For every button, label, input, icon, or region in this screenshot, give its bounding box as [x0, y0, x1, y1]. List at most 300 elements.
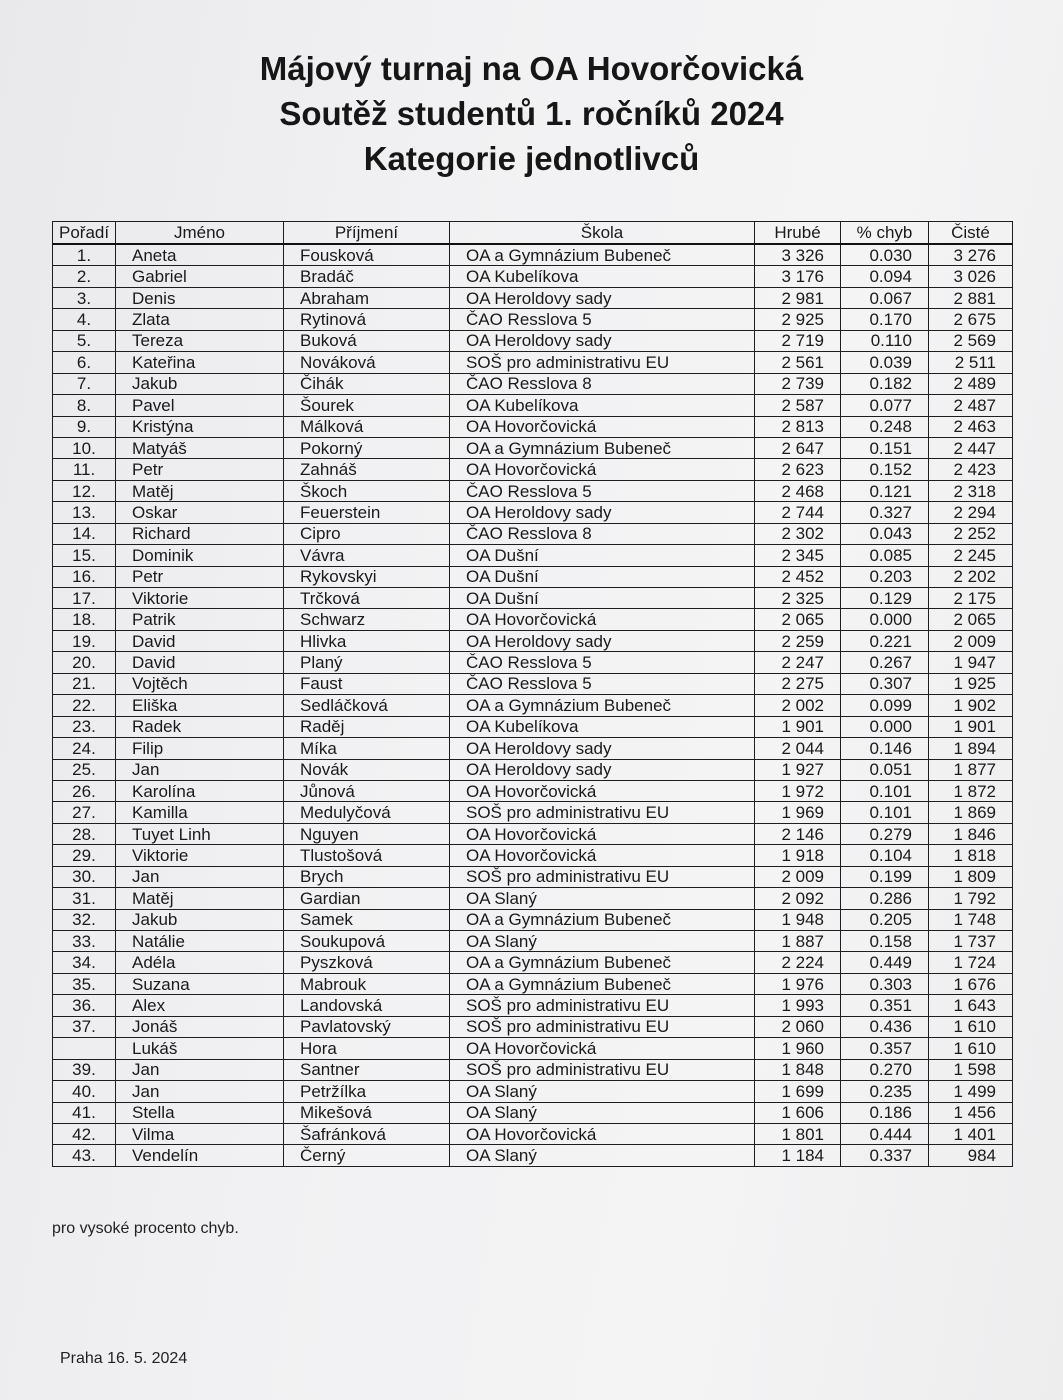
cell-error-rate: 0.337	[841, 1145, 929, 1166]
cell-error-rate: 0.307	[841, 673, 929, 694]
cell-last-name: Zahnáš	[284, 459, 450, 480]
cell-gross: 1 927	[755, 759, 841, 780]
cell-first-name: Alex	[116, 995, 284, 1016]
cell-school: OA Slaný	[450, 1145, 755, 1166]
cell-first-name: Gabriel	[116, 266, 284, 287]
cell-rank: 22.	[53, 695, 116, 716]
document-title	[0, 46, 1063, 181]
table-row	[53, 652, 1013, 673]
cell-first-name: Pavel	[116, 395, 284, 416]
table-row	[53, 588, 1013, 609]
cell-last-name: Trčková	[284, 588, 450, 609]
cell-net: 3 026	[929, 266, 1013, 287]
cell-school: OA Kubelíkova	[450, 395, 755, 416]
cell-net: 2 065	[929, 609, 1013, 630]
cell-school: OA Heroldovy sady	[450, 630, 755, 651]
table-row	[53, 716, 1013, 737]
cell-gross: 1 901	[755, 716, 841, 737]
cell-gross: 2 345	[755, 545, 841, 566]
table-row	[53, 673, 1013, 694]
cell-error-rate: 0.043	[841, 523, 929, 544]
cell-error-rate: 0.085	[841, 545, 929, 566]
cell-gross: 1 948	[755, 909, 841, 930]
cell-last-name: Abraham	[284, 287, 450, 308]
cell-rank	[53, 1038, 116, 1059]
cell-last-name: Čihák	[284, 373, 450, 394]
cell-rank: 18.	[53, 609, 116, 630]
title-line-3: Kategorie jednotlivců	[363, 140, 700, 177]
cell-error-rate: 0.000	[841, 609, 929, 630]
cell-net: 1 456	[929, 1102, 1013, 1123]
cell-net: 1 902	[929, 695, 1013, 716]
table-row	[53, 888, 1013, 909]
cell-last-name: Faust	[284, 673, 450, 694]
cell-rank: 1.	[53, 244, 116, 266]
cell-first-name: Karolína	[116, 780, 284, 801]
cell-rank: 11.	[53, 459, 116, 480]
cell-rank: 34.	[53, 952, 116, 973]
cell-first-name: Natálie	[116, 931, 284, 952]
cell-rank: 39.	[53, 1059, 116, 1080]
cell-first-name: Viktorie	[116, 845, 284, 866]
cell-rank: 41.	[53, 1102, 116, 1123]
cell-net: 1 610	[929, 1016, 1013, 1037]
cell-last-name: Pokorný	[284, 437, 450, 458]
cell-gross: 2 302	[755, 523, 841, 544]
cell-net: 1 676	[929, 973, 1013, 994]
cell-school: ČAO Resslova 8	[450, 373, 755, 394]
cell-last-name: Raděj	[284, 716, 450, 737]
cell-last-name: Černý	[284, 1145, 450, 1166]
cell-last-name: Šourek	[284, 395, 450, 416]
cell-last-name: Bradáč	[284, 266, 450, 287]
cell-net: 2 487	[929, 395, 1013, 416]
cell-gross: 2 002	[755, 695, 841, 716]
cell-school: OA Hovorčovická	[450, 459, 755, 480]
cell-rank: 21.	[53, 673, 116, 694]
table-row	[53, 823, 1013, 844]
cell-rank: 15.	[53, 545, 116, 566]
cell-last-name: Málková	[284, 416, 450, 437]
cell-school: SOŠ pro administrativu EU	[450, 866, 755, 887]
cell-school: OA a Gymnázium Bubeneč	[450, 952, 755, 973]
table-row	[53, 952, 1013, 973]
table-row	[53, 459, 1013, 480]
cell-school: OA a Gymnázium Bubeneč	[450, 437, 755, 458]
cell-first-name: Vojtěch	[116, 673, 284, 694]
cell-gross: 2 744	[755, 502, 841, 523]
cell-last-name: Planý	[284, 652, 450, 673]
cell-error-rate: 0.104	[841, 845, 929, 866]
cell-net: 1 947	[929, 652, 1013, 673]
cell-error-rate: 0.051	[841, 759, 929, 780]
cell-school: OA Heroldovy sady	[450, 330, 755, 351]
cell-school: OA Heroldovy sady	[450, 502, 755, 523]
cell-school: OA a Gymnázium Bubeneč	[450, 973, 755, 994]
title-line-1: Májový turnaj na OA Hovorčovická	[259, 50, 804, 87]
cell-net: 2 423	[929, 459, 1013, 480]
table-row	[53, 866, 1013, 887]
cell-school: ČAO Resslova 5	[450, 309, 755, 330]
cell-net: 1 877	[929, 759, 1013, 780]
cell-error-rate: 0.279	[841, 823, 929, 844]
table-row	[53, 780, 1013, 801]
column-header-rank: Pořadí	[53, 222, 116, 245]
cell-gross: 1 887	[755, 931, 841, 952]
cell-rank: 12.	[53, 480, 116, 501]
cell-rank: 9.	[53, 416, 116, 437]
cell-first-name: Stella	[116, 1102, 284, 1123]
cell-school: SOŠ pro administrativu EU	[450, 1016, 755, 1037]
cell-net: 2 294	[929, 502, 1013, 523]
cell-last-name: Schwarz	[284, 609, 450, 630]
cell-rank: 27.	[53, 802, 116, 823]
cell-last-name: Nguyen	[284, 823, 450, 844]
cell-error-rate: 0.303	[841, 973, 929, 994]
cell-gross: 2 925	[755, 309, 841, 330]
cell-error-rate: 0.101	[841, 780, 929, 801]
cell-rank: 23.	[53, 716, 116, 737]
cell-first-name: Matěj	[116, 888, 284, 909]
table-row	[53, 695, 1013, 716]
table-row	[53, 995, 1013, 1016]
cell-gross: 2 325	[755, 588, 841, 609]
cell-first-name: Lukáš	[116, 1038, 284, 1059]
cell-net: 2 881	[929, 287, 1013, 308]
cell-error-rate: 0.094	[841, 266, 929, 287]
cell-first-name: Suzana	[116, 973, 284, 994]
cell-last-name: Škoch	[284, 480, 450, 501]
cell-error-rate: 0.205	[841, 909, 929, 930]
cell-last-name: Soukupová	[284, 931, 450, 952]
cell-error-rate: 0.030	[841, 244, 929, 266]
cell-net: 1 610	[929, 1038, 1013, 1059]
cell-school: OA Hovorčovická	[450, 416, 755, 437]
table-row	[53, 1038, 1013, 1059]
cell-rank: 32.	[53, 909, 116, 930]
cell-net: 1 872	[929, 780, 1013, 801]
cell-first-name: Oskar	[116, 502, 284, 523]
cell-error-rate: 0.152	[841, 459, 929, 480]
cell-school: ČAO Resslova 5	[450, 652, 755, 673]
cell-net: 1 901	[929, 716, 1013, 737]
cell-school: OA Hovorčovická	[450, 845, 755, 866]
cell-error-rate: 0.267	[841, 652, 929, 673]
cell-school: OA Slaný	[450, 1081, 755, 1102]
cell-error-rate: 0.186	[841, 1102, 929, 1123]
cell-first-name: Petr	[116, 566, 284, 587]
cell-first-name: Jan	[116, 866, 284, 887]
cell-last-name: Mabrouk	[284, 973, 450, 994]
cell-rank: 8.	[53, 395, 116, 416]
table-row	[53, 395, 1013, 416]
cell-gross: 2 044	[755, 738, 841, 759]
cell-rank: 5.	[53, 330, 116, 351]
table-row	[53, 373, 1013, 394]
cell-rank: 14.	[53, 523, 116, 544]
cell-first-name: Zlata	[116, 309, 284, 330]
table-row	[53, 630, 1013, 651]
table-row	[53, 845, 1013, 866]
cell-gross: 1 801	[755, 1123, 841, 1144]
cell-rank: 28.	[53, 823, 116, 844]
cell-last-name: Mikešová	[284, 1102, 450, 1123]
cell-net: 1 643	[929, 995, 1013, 1016]
cell-first-name: David	[116, 630, 284, 651]
cell-first-name: Vendelín	[116, 1145, 284, 1166]
cell-school: OA Hovorčovická	[450, 780, 755, 801]
cell-error-rate: 0.039	[841, 352, 929, 373]
footnote: pro vysoké procento chyb.	[52, 1220, 239, 1237]
cell-error-rate: 0.351	[841, 995, 929, 1016]
cell-rank: 30.	[53, 866, 116, 887]
table-row	[53, 738, 1013, 759]
results-body	[53, 244, 1013, 1166]
cell-school: OA a Gymnázium Bubeneč	[450, 909, 755, 930]
cell-school: OA Hovorčovická	[450, 1123, 755, 1144]
cell-gross: 2 452	[755, 566, 841, 587]
cell-school: SOŠ pro administrativu EU	[450, 995, 755, 1016]
cell-school: SOŠ pro administrativu EU	[450, 802, 755, 823]
cell-rank: 4.	[53, 309, 116, 330]
cell-gross: 1 184	[755, 1145, 841, 1166]
cell-net: 3 276	[929, 244, 1013, 266]
cell-last-name: Pyszková	[284, 952, 450, 973]
cell-first-name: Petr	[116, 459, 284, 480]
cell-rank: 19.	[53, 630, 116, 651]
cell-last-name: Petržílka	[284, 1081, 450, 1102]
table-row	[53, 437, 1013, 458]
cell-rank: 24.	[53, 738, 116, 759]
cell-last-name: Fousková	[284, 244, 450, 266]
table-row	[53, 1102, 1013, 1123]
cell-rank: 7.	[53, 373, 116, 394]
cell-first-name: Matyáš	[116, 437, 284, 458]
cell-net: 2 447	[929, 437, 1013, 458]
cell-school: SOŠ pro administrativu EU	[450, 352, 755, 373]
cell-error-rate: 0.099	[841, 695, 929, 716]
cell-last-name: Novák	[284, 759, 450, 780]
cell-rank: 16.	[53, 566, 116, 587]
cell-last-name: Brych	[284, 866, 450, 887]
table-row	[53, 1016, 1013, 1037]
cell-gross: 2 275	[755, 673, 841, 694]
cell-gross: 1 699	[755, 1081, 841, 1102]
cell-first-name: Jan	[116, 1059, 284, 1080]
cell-net: 1 925	[929, 673, 1013, 694]
table-row	[53, 502, 1013, 523]
table-header-row	[53, 222, 1013, 245]
cell-net: 1 748	[929, 909, 1013, 930]
cell-net: 2 511	[929, 352, 1013, 373]
cell-last-name: Cipro	[284, 523, 450, 544]
place-date: Praha 16. 5. 2024	[60, 1350, 188, 1367]
cell-last-name: Santner	[284, 1059, 450, 1080]
cell-last-name: Gardian	[284, 888, 450, 909]
table-row	[53, 1059, 1013, 1080]
cell-gross: 2 247	[755, 652, 841, 673]
cell-rank: 26.	[53, 780, 116, 801]
cell-gross: 3 176	[755, 266, 841, 287]
column-header-net: Čisté	[929, 222, 1013, 245]
title-line-2: Soutěž studentů 1. ročníků 2024	[279, 95, 784, 132]
cell-first-name: David	[116, 652, 284, 673]
cell-first-name: Jakub	[116, 373, 284, 394]
table-row	[53, 566, 1013, 587]
cell-error-rate: 0.235	[841, 1081, 929, 1102]
cell-first-name: Denis	[116, 287, 284, 308]
cell-first-name: Jan	[116, 759, 284, 780]
cell-gross: 2 647	[755, 437, 841, 458]
cell-school: ČAO Resslova 5	[450, 480, 755, 501]
cell-net: 2 252	[929, 523, 1013, 544]
cell-school: OA Dušní	[450, 566, 755, 587]
cell-first-name: Richard	[116, 523, 284, 544]
cell-school: OA Kubelíkova	[450, 266, 755, 287]
cell-gross: 2 739	[755, 373, 841, 394]
cell-first-name: Radek	[116, 716, 284, 737]
table-row	[53, 931, 1013, 952]
cell-gross: 2 813	[755, 416, 841, 437]
table-row	[53, 802, 1013, 823]
table-row	[53, 1145, 1013, 1166]
cell-gross: 2 092	[755, 888, 841, 909]
cell-net: 1 792	[929, 888, 1013, 909]
table-row	[53, 759, 1013, 780]
cell-school: OA Slaný	[450, 1102, 755, 1123]
cell-last-name: Samek	[284, 909, 450, 930]
cell-rank: 25.	[53, 759, 116, 780]
cell-gross: 1 972	[755, 780, 841, 801]
cell-net: 1 809	[929, 866, 1013, 887]
cell-school: OA Kubelíkova	[450, 716, 755, 737]
cell-last-name: Rykovskyi	[284, 566, 450, 587]
cell-first-name: Adéla	[116, 952, 284, 973]
column-header-gross: Hrubé	[755, 222, 841, 245]
cell-first-name: Kateřina	[116, 352, 284, 373]
cell-rank: 13.	[53, 502, 116, 523]
cell-first-name: Dominik	[116, 545, 284, 566]
cell-gross: 1 848	[755, 1059, 841, 1080]
cell-rank: 40.	[53, 1081, 116, 1102]
cell-net: 1 869	[929, 802, 1013, 823]
cell-gross: 1 993	[755, 995, 841, 1016]
cell-first-name: Jonáš	[116, 1016, 284, 1037]
cell-last-name: Míka	[284, 738, 450, 759]
cell-net: 1 499	[929, 1081, 1013, 1102]
cell-error-rate: 0.170	[841, 309, 929, 330]
cell-net: 2 318	[929, 480, 1013, 501]
cell-gross: 1 918	[755, 845, 841, 866]
cell-school: OA Dušní	[450, 588, 755, 609]
table-row	[53, 416, 1013, 437]
cell-rank: 10.	[53, 437, 116, 458]
cell-last-name: Šafránková	[284, 1123, 450, 1144]
cell-last-name: Landovská	[284, 995, 450, 1016]
cell-rank: 31.	[53, 888, 116, 909]
cell-gross: 2 259	[755, 630, 841, 651]
table-row	[53, 330, 1013, 351]
cell-net: 2 675	[929, 309, 1013, 330]
cell-gross: 1 960	[755, 1038, 841, 1059]
cell-error-rate: 0.129	[841, 588, 929, 609]
cell-gross: 2 561	[755, 352, 841, 373]
cell-net: 1 737	[929, 931, 1013, 952]
cell-school: OA Dušní	[450, 545, 755, 566]
cell-school: OA a Gymnázium Bubeneč	[450, 244, 755, 266]
cell-school: SOŠ pro administrativu EU	[450, 1059, 755, 1080]
cell-gross: 2 146	[755, 823, 841, 844]
cell-last-name: Pavlatovský	[284, 1016, 450, 1037]
cell-first-name: Jan	[116, 1081, 284, 1102]
cell-school: OA Heroldovy sady	[450, 287, 755, 308]
table-row	[53, 1081, 1013, 1102]
cell-rank: 20.	[53, 652, 116, 673]
cell-rank: 6.	[53, 352, 116, 373]
cell-last-name: Feuerstein	[284, 502, 450, 523]
cell-error-rate: 0.203	[841, 566, 929, 587]
table-row	[53, 480, 1013, 501]
cell-error-rate: 0.270	[841, 1059, 929, 1080]
cell-first-name: Patrik	[116, 609, 284, 630]
cell-school: ČAO Resslova 5	[450, 673, 755, 694]
table-row	[53, 1123, 1013, 1144]
table-row	[53, 287, 1013, 308]
cell-first-name: Aneta	[116, 244, 284, 266]
cell-error-rate: 0.221	[841, 630, 929, 651]
cell-rank: 43.	[53, 1145, 116, 1166]
cell-net: 2 175	[929, 588, 1013, 609]
cell-school: OA Heroldovy sady	[450, 738, 755, 759]
column-header-error-rate: % chyb	[841, 222, 929, 245]
cell-last-name: Vávra	[284, 545, 450, 566]
cell-rank: 29.	[53, 845, 116, 866]
cell-net: 2 202	[929, 566, 1013, 587]
table-row	[53, 909, 1013, 930]
cell-school: OA Hovorčovická	[450, 823, 755, 844]
cell-net: 1 846	[929, 823, 1013, 844]
cell-rank: 17.	[53, 588, 116, 609]
cell-rank: 3.	[53, 287, 116, 308]
cell-school: ČAO Resslova 8	[450, 523, 755, 544]
cell-school: OA a Gymnázium Bubeneč	[450, 695, 755, 716]
cell-gross: 2 009	[755, 866, 841, 887]
cell-error-rate: 0.077	[841, 395, 929, 416]
cell-rank: 2.	[53, 266, 116, 287]
cell-error-rate: 0.158	[841, 931, 929, 952]
cell-last-name: Nováková	[284, 352, 450, 373]
cell-net: 2 569	[929, 330, 1013, 351]
cell-gross: 2 587	[755, 395, 841, 416]
cell-error-rate: 0.121	[841, 480, 929, 501]
cell-first-name: Matěj	[116, 480, 284, 501]
cell-first-name: Kamilla	[116, 802, 284, 823]
cell-rank: 42.	[53, 1123, 116, 1144]
table-row	[53, 973, 1013, 994]
cell-error-rate: 0.357	[841, 1038, 929, 1059]
table-row	[53, 609, 1013, 630]
cell-first-name: Tereza	[116, 330, 284, 351]
cell-last-name: Jůnová	[284, 780, 450, 801]
cell-last-name: Medulyčová	[284, 802, 450, 823]
cell-error-rate: 0.248	[841, 416, 929, 437]
cell-net: 2 463	[929, 416, 1013, 437]
cell-net: 1 401	[929, 1123, 1013, 1144]
cell-error-rate: 0.151	[841, 437, 929, 458]
cell-first-name: Filip	[116, 738, 284, 759]
cell-gross: 2 981	[755, 287, 841, 308]
table-row	[53, 545, 1013, 566]
